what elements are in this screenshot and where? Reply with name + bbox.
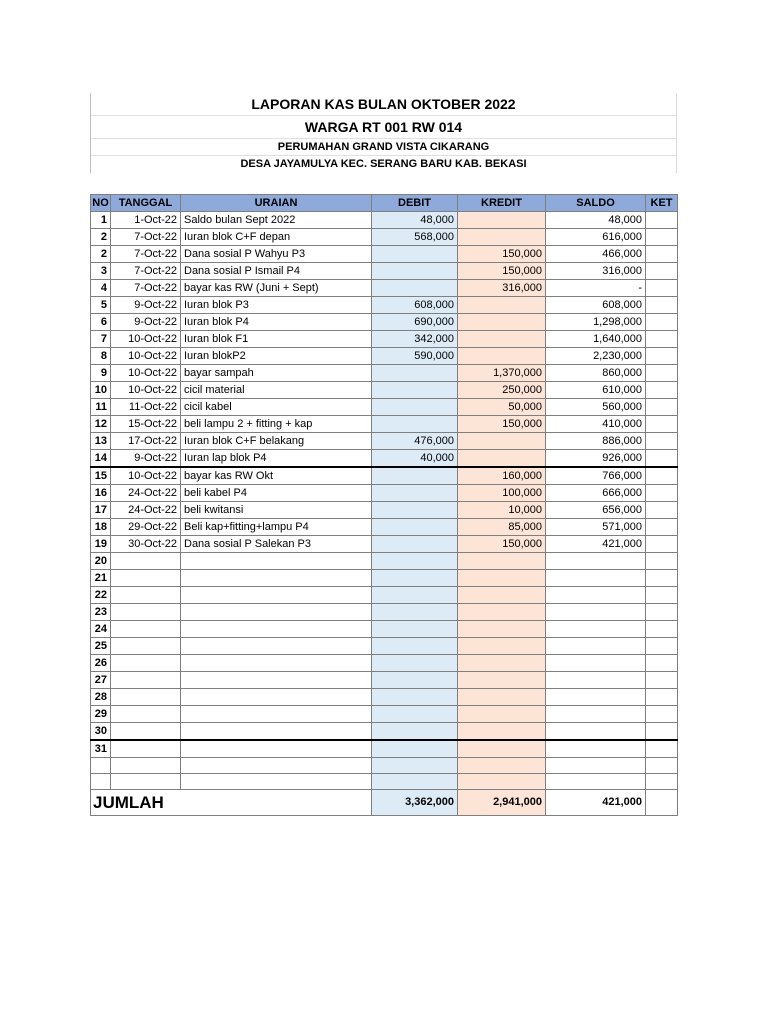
cell-debit	[372, 672, 458, 689]
cell-ket	[646, 740, 678, 758]
cell-tanggal: 9-Oct-22	[111, 297, 181, 314]
cell-debit	[372, 723, 458, 741]
cell-uraian: Iuran blok P3	[181, 297, 372, 314]
cell-uraian	[181, 706, 372, 723]
cell-debit	[372, 604, 458, 621]
col-header-no: NO	[91, 195, 111, 212]
cell-saldo: 766,000	[546, 467, 646, 485]
cell-saldo	[546, 604, 646, 621]
cell-uraian	[181, 740, 372, 758]
cell-saldo	[546, 553, 646, 570]
cell-ket	[646, 655, 678, 672]
cell-kredit	[458, 348, 546, 365]
table-row	[91, 348, 678, 365]
cash-ledger-table	[90, 194, 678, 816]
report-subtitle: WARGA RT 001 RW 014	[91, 116, 676, 139]
cell-uraian: cicil material	[181, 382, 372, 399]
cell-uraian	[181, 758, 372, 774]
cell-saldo: 886,000	[546, 433, 646, 450]
cell-tanggal: 30-Oct-22	[111, 536, 181, 553]
col-header-tanggal: TANGGAL	[111, 195, 181, 212]
cell-debit	[372, 536, 458, 553]
cell-tanggal: 29-Oct-22	[111, 519, 181, 536]
cell-saldo	[546, 638, 646, 655]
cell-kredit	[458, 297, 546, 314]
cell-uraian: bayar sampah	[181, 365, 372, 382]
cell-kredit	[458, 638, 546, 655]
table-row	[91, 314, 678, 331]
cell-kredit: 150,000	[458, 246, 546, 263]
table-row	[91, 706, 678, 723]
cell-uraian	[181, 655, 372, 672]
cell-uraian: Iuran lap blok P4	[181, 450, 372, 468]
report-address: DESA JAYAMULYA KEC. SERANG BARU KAB. BEKASI	[240, 158, 527, 170]
cell-kredit	[458, 450, 546, 468]
cell-debit	[372, 365, 458, 382]
cell-ket	[646, 587, 678, 604]
cell-debit	[372, 485, 458, 502]
cell-tanggal	[111, 638, 181, 655]
cell-ket	[646, 536, 678, 553]
cell-saldo: 860,000	[546, 365, 646, 382]
cell-no: 3	[91, 263, 111, 280]
cell-tanggal: 10-Oct-22	[111, 331, 181, 348]
cell-saldo	[546, 570, 646, 587]
cell-saldo: 656,000	[546, 502, 646, 519]
cell-kredit: 150,000	[458, 263, 546, 280]
cell-tanggal: 7-Oct-22	[111, 229, 181, 246]
table-row	[91, 604, 678, 621]
cell-no: 1	[91, 212, 111, 229]
cell-uraian: bayar kas RW (Juni + Sept)	[181, 280, 372, 297]
cell-no: 9	[91, 365, 111, 382]
cell-tanggal: 17-Oct-22	[111, 433, 181, 450]
cell-kredit: 150,000	[458, 416, 546, 433]
cell-no: 5	[91, 297, 111, 314]
cell-tanggal: 24-Oct-22	[111, 485, 181, 502]
cell-no	[91, 774, 111, 790]
cell-uraian: Dana sosial P Ismail P4	[181, 263, 372, 280]
table-row	[91, 638, 678, 655]
table-row	[91, 774, 678, 790]
cell-debit	[372, 263, 458, 280]
cell-ket	[646, 297, 678, 314]
cell-no	[91, 758, 111, 774]
cell-tanggal: 24-Oct-22	[111, 502, 181, 519]
cell-tanggal: 15-Oct-22	[111, 416, 181, 433]
cell-tanggal	[111, 553, 181, 570]
cell-tanggal: 10-Oct-22	[111, 348, 181, 365]
cell-saldo: 610,000	[546, 382, 646, 399]
cell-saldo	[546, 621, 646, 638]
cell-no: 8	[91, 348, 111, 365]
cell-debit: 48,000	[372, 212, 458, 229]
cell-uraian: cicil kabel	[181, 399, 372, 416]
cell-saldo: 926,000	[546, 450, 646, 468]
table-row	[91, 212, 678, 229]
col-header-ket: KET	[646, 195, 678, 212]
cell-debit	[372, 638, 458, 655]
cell-ket	[646, 519, 678, 536]
cell-kredit: 1,370,000	[458, 365, 546, 382]
cell-debit	[372, 689, 458, 706]
cell-debit	[372, 502, 458, 519]
cell-kredit	[458, 723, 546, 741]
cell-ket	[646, 774, 678, 790]
cell-saldo	[546, 774, 646, 790]
cell-ket	[646, 723, 678, 741]
cell-kredit	[458, 587, 546, 604]
cell-tanggal	[111, 655, 181, 672]
cell-kredit	[458, 706, 546, 723]
cell-tanggal: 9-Oct-22	[111, 450, 181, 468]
cell-tanggal: 11-Oct-22	[111, 399, 181, 416]
total-ket	[646, 790, 678, 816]
cell-no: 19	[91, 536, 111, 553]
cell-debit: 590,000	[372, 348, 458, 365]
table-row	[91, 485, 678, 502]
total-kredit: 2,941,000	[458, 790, 546, 816]
cell-ket	[646, 246, 678, 263]
cell-no: 12	[91, 416, 111, 433]
cell-ket	[646, 450, 678, 468]
table-row	[91, 399, 678, 416]
table-row	[91, 655, 678, 672]
cell-no: 2	[91, 229, 111, 246]
cell-uraian: beli kabel P4	[181, 485, 372, 502]
cell-debit	[372, 399, 458, 416]
cell-no: 25	[91, 638, 111, 655]
cell-ket	[646, 229, 678, 246]
cell-tanggal	[111, 740, 181, 758]
total-label: JUMLAH	[91, 790, 372, 816]
cell-no: 7	[91, 331, 111, 348]
cell-debit	[372, 416, 458, 433]
cell-kredit: 250,000	[458, 382, 546, 399]
table-row	[91, 536, 678, 553]
cell-uraian	[181, 621, 372, 638]
cell-uraian: beli lampu 2 + fitting + kap	[181, 416, 372, 433]
cell-no: 6	[91, 314, 111, 331]
cell-uraian	[181, 638, 372, 655]
cell-debit	[372, 587, 458, 604]
cell-saldo	[546, 706, 646, 723]
table-row	[91, 467, 678, 485]
cell-ket	[646, 416, 678, 433]
cell-ket	[646, 604, 678, 621]
cell-saldo	[546, 655, 646, 672]
cell-ket	[646, 689, 678, 706]
cell-no: 29	[91, 706, 111, 723]
cell-kredit	[458, 229, 546, 246]
cell-ket	[646, 382, 678, 399]
table-row	[91, 229, 678, 246]
cell-uraian: bayar kas RW Okt	[181, 467, 372, 485]
cell-ket	[646, 638, 678, 655]
table-row	[91, 672, 678, 689]
table-row	[91, 723, 678, 741]
cell-no: 30	[91, 723, 111, 741]
cell-debit: 342,000	[372, 331, 458, 348]
table-row	[91, 621, 678, 638]
table-row	[91, 740, 678, 758]
cell-debit	[372, 740, 458, 758]
cell-kredit	[458, 604, 546, 621]
cell-ket	[646, 467, 678, 485]
table-row	[91, 450, 678, 468]
table-header-row	[91, 195, 678, 212]
cell-no: 14	[91, 450, 111, 468]
cell-ket	[646, 314, 678, 331]
cell-saldo: 410,000	[546, 416, 646, 433]
table-row	[91, 553, 678, 570]
cell-ket	[646, 672, 678, 689]
cell-ket	[646, 263, 678, 280]
cell-ket	[646, 706, 678, 723]
cell-kredit	[458, 553, 546, 570]
total-saldo: 421,000	[546, 790, 646, 816]
cell-uraian: Beli kap+fitting+lampu P4	[181, 519, 372, 536]
table-row	[91, 246, 678, 263]
cell-saldo	[546, 758, 646, 774]
cell-kredit	[458, 433, 546, 450]
cash-report-sheet	[90, 93, 677, 816]
cell-saldo: 316,000	[546, 263, 646, 280]
cell-debit	[372, 774, 458, 790]
cell-ket	[646, 758, 678, 774]
cell-saldo: 608,000	[546, 297, 646, 314]
cell-ket	[646, 553, 678, 570]
cell-tanggal	[111, 706, 181, 723]
cell-uraian	[181, 689, 372, 706]
cell-ket	[646, 348, 678, 365]
cell-saldo	[546, 672, 646, 689]
cell-saldo	[546, 689, 646, 706]
cell-saldo: 616,000	[546, 229, 646, 246]
cell-tanggal	[111, 672, 181, 689]
cell-ket	[646, 621, 678, 638]
table-row	[91, 263, 678, 280]
cell-tanggal	[111, 604, 181, 621]
cell-tanggal: 1-Oct-22	[111, 212, 181, 229]
cell-uraian	[181, 774, 372, 790]
cell-ket	[646, 331, 678, 348]
cell-debit	[372, 706, 458, 723]
cell-uraian	[181, 553, 372, 570]
col-header-kredit: KREDIT	[458, 195, 546, 212]
cell-kredit: 316,000	[458, 280, 546, 297]
cell-no: 23	[91, 604, 111, 621]
table-row	[91, 297, 678, 314]
cell-uraian	[181, 723, 372, 741]
cell-kredit	[458, 758, 546, 774]
cell-kredit: 50,000	[458, 399, 546, 416]
table-row	[91, 416, 678, 433]
cell-kredit	[458, 331, 546, 348]
report-housing-name: PERUMAHAN GRAND VISTA CIKARANG	[91, 139, 676, 156]
cell-tanggal: 7-Oct-22	[111, 280, 181, 297]
cell-debit: 690,000	[372, 314, 458, 331]
table-row	[91, 382, 678, 399]
cell-tanggal: 7-Oct-22	[111, 263, 181, 280]
cell-saldo	[546, 723, 646, 741]
table-row	[91, 689, 678, 706]
cell-uraian: Dana sosial P Wahyu P3	[181, 246, 372, 263]
table-row	[91, 587, 678, 604]
cell-uraian: Iuran blok C+F belakang	[181, 433, 372, 450]
cell-saldo: 560,000	[546, 399, 646, 416]
cell-debit: 608,000	[372, 297, 458, 314]
cell-saldo: 2,230,000	[546, 348, 646, 365]
cell-debit: 40,000	[372, 450, 458, 468]
cell-ket	[646, 485, 678, 502]
cell-no: 22	[91, 587, 111, 604]
cell-kredit: 160,000	[458, 467, 546, 485]
cell-kredit: 10,000	[458, 502, 546, 519]
cell-no: 11	[91, 399, 111, 416]
ledger-body	[91, 212, 678, 790]
cell-ket	[646, 399, 678, 416]
cell-debit	[372, 570, 458, 587]
cell-debit	[372, 467, 458, 485]
cell-uraian: Iuran blok F1	[181, 331, 372, 348]
cell-no: 28	[91, 689, 111, 706]
cell-no: 15	[91, 467, 111, 485]
cell-no: 21	[91, 570, 111, 587]
cell-kredit	[458, 655, 546, 672]
cell-saldo: 421,000	[546, 536, 646, 553]
total-row	[91, 790, 678, 816]
cell-saldo	[546, 587, 646, 604]
cell-kredit	[458, 740, 546, 758]
cell-tanggal	[111, 774, 181, 790]
cell-ket	[646, 212, 678, 229]
table-row	[91, 433, 678, 450]
cell-kredit	[458, 212, 546, 229]
total-debit: 3,362,000	[372, 790, 458, 816]
cell-tanggal	[111, 723, 181, 741]
cell-tanggal	[111, 758, 181, 774]
cell-debit	[372, 382, 458, 399]
table-row	[91, 519, 678, 536]
cell-kredit	[458, 314, 546, 331]
cell-uraian	[181, 570, 372, 587]
report-header	[90, 93, 677, 173]
table-row	[91, 331, 678, 348]
cell-no: 26	[91, 655, 111, 672]
col-header-uraian: URAIAN	[181, 195, 372, 212]
cell-uraian	[181, 587, 372, 604]
cell-kredit	[458, 774, 546, 790]
cell-uraian	[181, 604, 372, 621]
cell-ket	[646, 280, 678, 297]
cell-uraian: Iuran blok C+F depan	[181, 229, 372, 246]
cell-no: 16	[91, 485, 111, 502]
cell-saldo: 571,000	[546, 519, 646, 536]
cell-no: 31	[91, 740, 111, 758]
cell-kredit: 100,000	[458, 485, 546, 502]
cell-no: 10	[91, 382, 111, 399]
cell-no: 27	[91, 672, 111, 689]
cell-tanggal: 10-Oct-22	[111, 382, 181, 399]
cell-saldo: 1,298,000	[546, 314, 646, 331]
cell-uraian: beli kwitansi	[181, 502, 372, 519]
cell-saldo: 666,000	[546, 485, 646, 502]
cell-uraian: Saldo bulan Sept 2022	[181, 212, 372, 229]
cell-tanggal	[111, 587, 181, 604]
cell-debit	[372, 621, 458, 638]
cell-tanggal: 10-Oct-22	[111, 365, 181, 382]
cell-uraian: Iuran blok P4	[181, 314, 372, 331]
cell-ket	[646, 570, 678, 587]
cell-saldo	[546, 740, 646, 758]
cell-ket	[646, 433, 678, 450]
cell-tanggal: 10-Oct-22	[111, 467, 181, 485]
cell-kredit: 150,000	[458, 536, 546, 553]
cell-saldo: 466,000	[546, 246, 646, 263]
cell-uraian: Dana sosial P Salekan P3	[181, 536, 372, 553]
cell-kredit: 85,000	[458, 519, 546, 536]
cell-debit: 476,000	[372, 433, 458, 450]
cell-no: 24	[91, 621, 111, 638]
cell-uraian: Iuran blokP2	[181, 348, 372, 365]
cell-debit	[372, 655, 458, 672]
col-header-saldo: SALDO	[546, 195, 646, 212]
cell-no: 4	[91, 280, 111, 297]
cell-debit	[372, 246, 458, 263]
cell-tanggal	[111, 621, 181, 638]
cell-uraian	[181, 672, 372, 689]
cell-no: 13	[91, 433, 111, 450]
cell-ket	[646, 502, 678, 519]
cell-debit	[372, 519, 458, 536]
cell-tanggal	[111, 689, 181, 706]
cell-no: 20	[91, 553, 111, 570]
cell-no: 17	[91, 502, 111, 519]
cell-saldo: 1,640,000	[546, 331, 646, 348]
cell-kredit	[458, 621, 546, 638]
table-row	[91, 758, 678, 774]
cell-saldo: -	[546, 280, 646, 297]
cell-kredit	[458, 570, 546, 587]
cell-tanggal: 9-Oct-22	[111, 314, 181, 331]
cell-no: 2	[91, 246, 111, 263]
cell-ket	[646, 365, 678, 382]
table-row	[91, 502, 678, 519]
cell-debit	[372, 280, 458, 297]
col-header-debit: DEBIT	[372, 195, 458, 212]
table-row	[91, 280, 678, 297]
cell-tanggal	[111, 570, 181, 587]
cell-debit: 568,000	[372, 229, 458, 246]
cell-tanggal: 7-Oct-22	[111, 246, 181, 263]
report-title: LAPORAN KAS BULAN OKTOBER 2022	[91, 93, 676, 116]
table-row	[91, 570, 678, 587]
cell-debit	[372, 758, 458, 774]
cell-kredit	[458, 689, 546, 706]
cell-no: 18	[91, 519, 111, 536]
cell-debit	[372, 553, 458, 570]
table-row	[91, 365, 678, 382]
cell-saldo: 48,000	[546, 212, 646, 229]
cell-kredit	[458, 672, 546, 689]
